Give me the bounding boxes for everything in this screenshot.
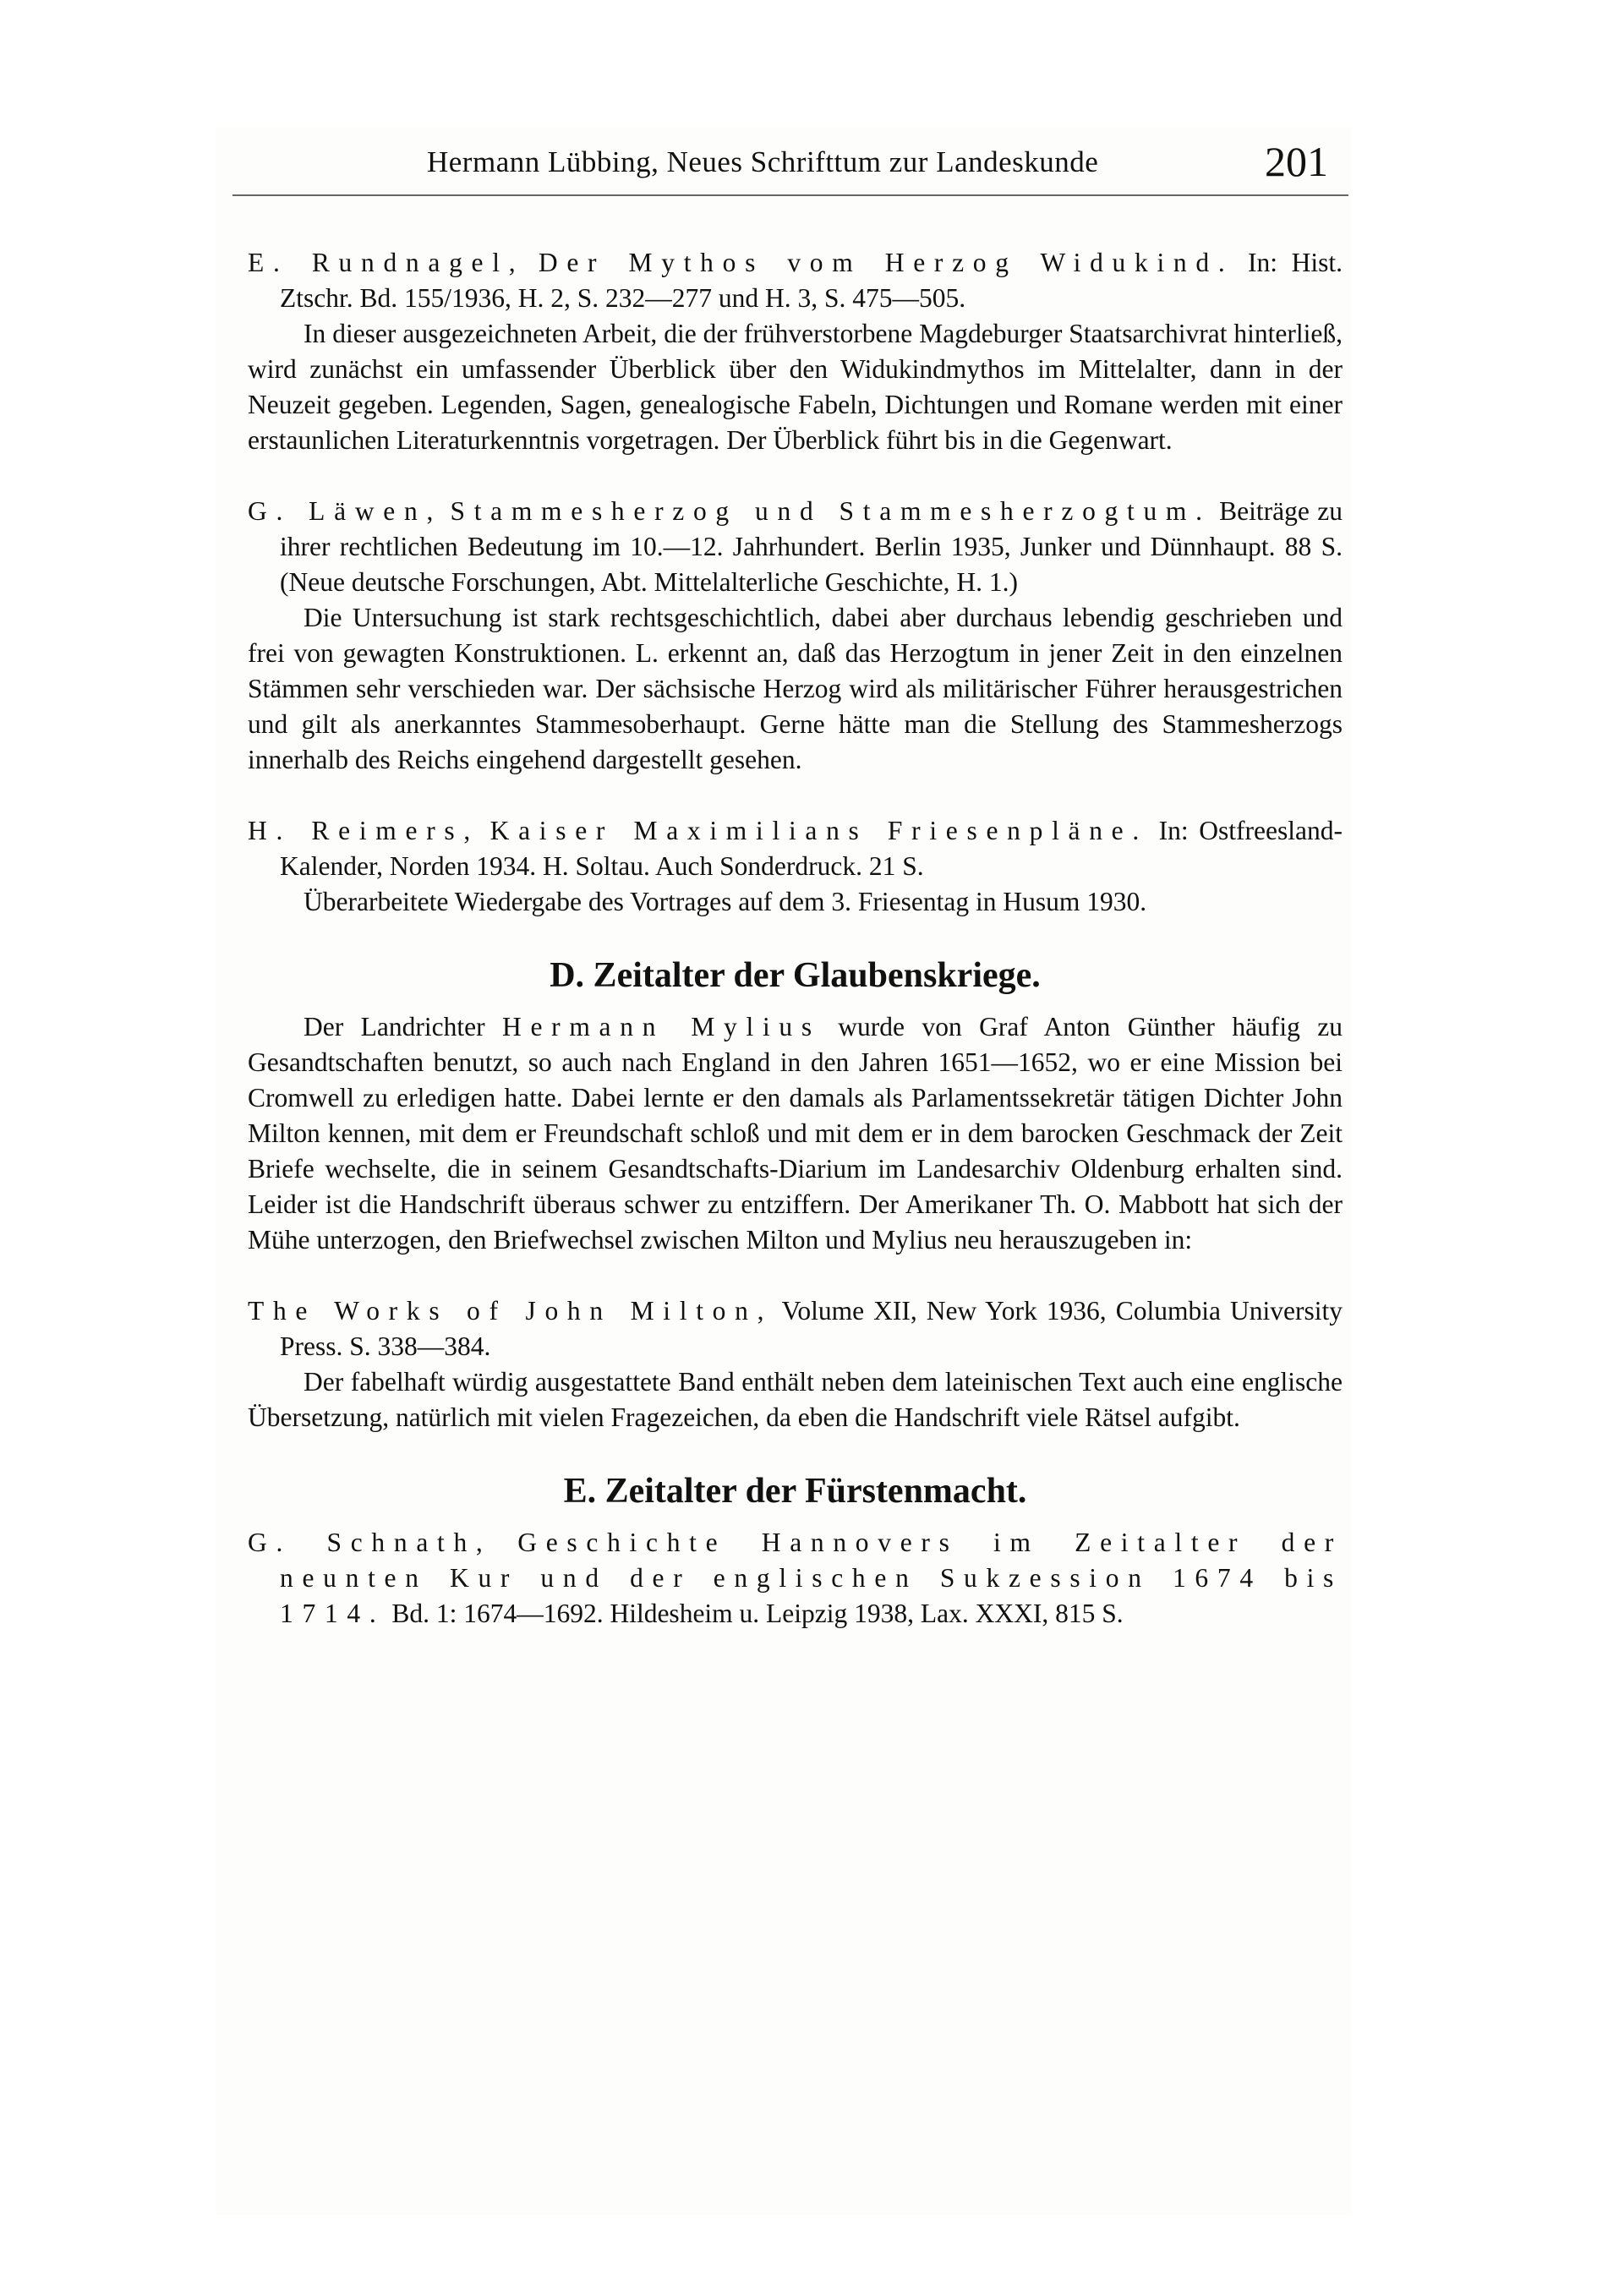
entry-description: In dieser ausgezeichneten Arbeit, die der frühverstorbene Magdeburger Staatsarchivrat hinterließ, wird zunächst ein umfassender Überblick über den Widukindmythos im Mittelalter, dann in der Neuzeit gegeben. Legenden, Sagen, genealogische Fabeln, Dichtungen und Romane werden mit einer erstaunlichen Literaturkenntnis vorgetragen. Der Überblick führt bis in die Gegenwart. (248, 319, 1343, 455)
citation-details: Bd. 1: 1674—1692. Hildesheim u. Leipzig 1938, Lax. XXXI, 815 S. (385, 1599, 1124, 1628)
bibliography-entry-schnath (248, 1525, 1343, 1632)
intro-text-before: Der Landrichter (304, 1012, 502, 1041)
section-d-intro (248, 1009, 1343, 1258)
author-name: H. Reimers, (248, 816, 479, 845)
author-name: E. Rundnagel, (248, 248, 525, 277)
page-header (232, 137, 1335, 196)
citation-details: In: Hist. Ztschr. Bd. 155/1936, H. 2, S. 232—277 und H. 3, S. 475—505. (280, 248, 1343, 313)
work-title: Der Mythos vom Herzog Widukind. (538, 248, 1234, 277)
bibliography-entry-milton (248, 1293, 1343, 1435)
work-title: The Works of John Milton, (248, 1296, 774, 1326)
work-title: Geschichte Hannovers im Zeitalter der neunten Kur und der englischen Sukzession 1674 bis 1714. (280, 1528, 1343, 1628)
section-heading-d: D. Zeitalter der Glaubenskriege. (550, 956, 1041, 995)
running-title: Hermann Lübbing, Neues Schrifttum zur Landeskunde (427, 145, 1099, 178)
citation (248, 1293, 1343, 1364)
citation (248, 1525, 1343, 1632)
bibliography-entry-laewen (248, 494, 1343, 778)
page-number: 201 (1265, 138, 1328, 185)
work-title: Kaiser Maximilians Friesenpläne. (489, 816, 1148, 845)
entry-description: Der fabelhaft würdig ausgestattete Band enthält neben dem lateinischen Text auch eine englische Übersetzung, natürlich mit vielen Fragezeichen, da eben die Handschrift viele Rätsel aufgibt. (248, 1367, 1343, 1432)
citation (248, 245, 1343, 316)
work-title: Stammesherzog und Stammesherzogtum. (450, 496, 1211, 526)
author-name: G. Schnath, (248, 1528, 492, 1557)
intro-text-after: wurde von Graf Anton Günther häufig zu Gesandtschaften benutzt, so auch nach England in den Jahren 1651—1652, wo er eine Mission bei Cromwell zu erledigen hatte. Dabei lernte er den damals als Parlamentssekretär tätigen Dichter John Milton kennen, mit dem er Freundschaft schloß und mit dem er in dem barocken Geschmack der Zeit Briefe wechselte, die in seinem Gesandtschafts-Diarium im Landesarchiv Oldenburg erhalten sind. Leider ist die Handschrift überaus schwer zu entziffern. Der Amerikaner Th. O. Mabbott hat sich der Mühe unterzogen, den Briefwechsel zwischen Milton und Mylius neu herauszugeben in: (248, 1012, 1343, 1255)
author-name: G. Läwen, (248, 496, 443, 526)
citation-details: Beiträge zu ihrer rechtlichen Bedeutung im 10.—12. Jahrhundert. Berlin 1935, Junker und Dünnhaupt. 88 S. (Neue deutsche Forschungen, Abt. Mittelalterliche Geschichte, H. 1.) (280, 496, 1343, 597)
page-body (248, 245, 1343, 1632)
entry-description: Die Untersuchung ist stark rechtsgeschichtlich, dabei aber durchaus lebendig geschrieben und frei von gewagten Konstruktionen. L. erkennt an, daß das Herzogtum in jener Zeit in den einzelnen Stämmen sehr verschieden war. Der sächsische Herzog wird als militärischer Führer herausgestrichen und gilt als anerkanntes Stammesoberhaupt. Gerne hätte man die Stellung des Stammesherzogs innerhalb des Reichs eingehend dargestellt gesehen. (248, 603, 1343, 774)
citation-details: Volume XII, New York 1936, Columbia University Press. S. 338—384. (280, 1296, 1343, 1361)
header-rule (232, 194, 1348, 196)
person-name: Hermann Mylius (502, 1012, 821, 1041)
entry-spacer (248, 778, 1343, 813)
section-heading-e: E. Zeitalter der Fürstenmacht. (563, 1472, 1027, 1511)
citation-details: In: Ostfreesland-Kalender, Norden 1934. H. Soltau. Auch Sonderdruck. 21 S. (280, 816, 1343, 881)
bibliography-entry-reimers (248, 813, 1343, 920)
page (216, 127, 1352, 2215)
entry-description: Überarbeitete Wiedergabe des Vortrages auf dem 3. Friesentag in Husum 1930. (304, 887, 1147, 916)
citation (248, 813, 1343, 884)
entry-spacer (248, 1258, 1343, 1293)
bibliography-entry-rundnagel (248, 245, 1343, 458)
entry-spacer (248, 458, 1343, 494)
citation (248, 494, 1343, 600)
